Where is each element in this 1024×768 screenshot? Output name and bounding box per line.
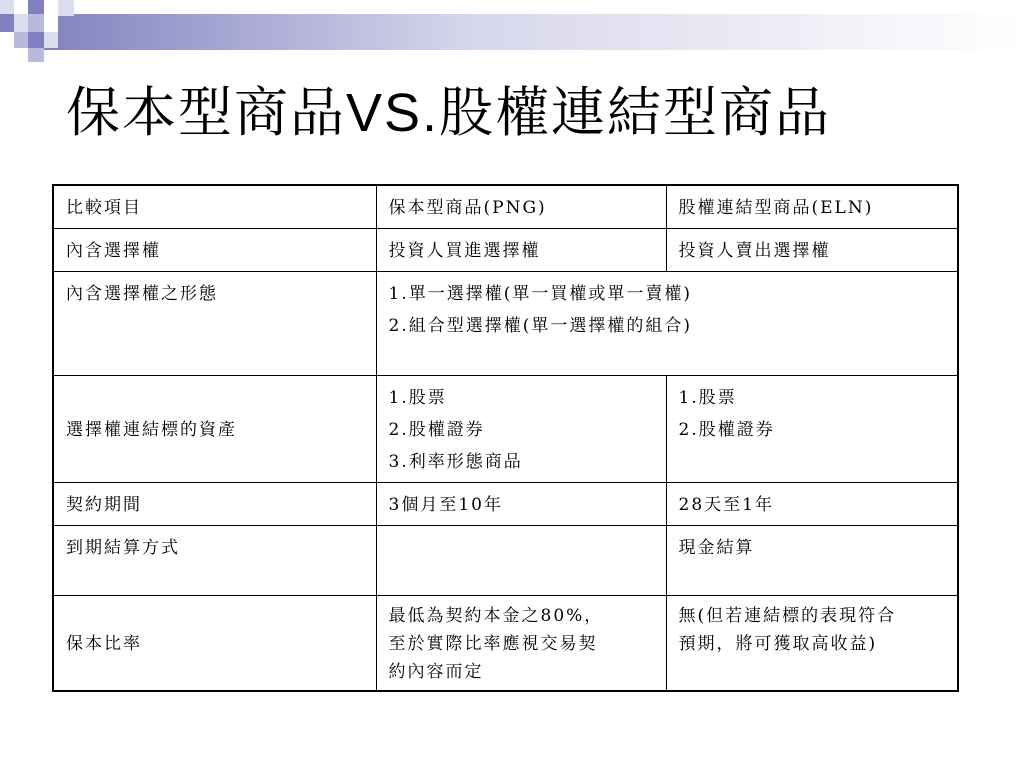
header-cell-eln: 股權連結型商品(ELN)	[666, 185, 958, 229]
deco-square-10	[28, 32, 44, 48]
table-header-row	[53, 185, 958, 229]
cell-png	[376, 596, 666, 692]
deco-square-9	[14, 32, 28, 48]
row-label: 內含選擇權	[53, 229, 376, 272]
table-row	[53, 376, 958, 483]
cell-png	[376, 376, 666, 483]
cell-eln: 現金結算	[666, 526, 958, 596]
row-label: 契約期間	[53, 483, 376, 526]
ratio-png-line-1: 最低為契約本金之80%，	[388, 606, 604, 626]
asset-eln-2: 2.股權證券	[678, 420, 775, 440]
cell-eln: 投資人賣出選擇權	[666, 229, 958, 272]
cell-png	[376, 526, 666, 596]
deco-square-5	[14, 14, 28, 32]
row-label: 內含選擇權之形態	[53, 272, 376, 376]
table-row	[53, 229, 958, 272]
deco-square-2	[14, 0, 28, 14]
option-form-line-1: 1.單一選擇權(單一買權或單一賣權)	[388, 284, 692, 304]
cell-png: 投資人買進選擇權	[376, 229, 666, 272]
asset-png-1: 1.股票	[388, 388, 447, 408]
slide-title	[66, 78, 831, 148]
table-row	[53, 596, 958, 692]
title-part-3: 股權連結型商品	[439, 81, 832, 144]
ratio-png-line-3: 約內容而定	[388, 662, 484, 682]
deco-square-6	[28, 14, 44, 32]
table-row	[53, 272, 958, 376]
asset-png-2: 2.股權證券	[388, 420, 485, 440]
deco-square-12	[28, 48, 44, 62]
deco-square-8	[58, 0, 74, 16]
row-label: 到期結算方式	[53, 526, 376, 596]
deco-square-3	[28, 0, 44, 14]
title-part-2: VS.	[346, 83, 440, 143]
header-gradient-bar	[28, 14, 1024, 50]
ratio-eln-line-1: 無(但若連結標的表現符合	[678, 606, 897, 626]
deco-square-4	[0, 14, 14, 32]
ratio-png-line-2: 至於實際比率應視交易契	[388, 634, 598, 654]
table-row	[53, 483, 958, 526]
deco-square-1	[0, 0, 14, 14]
header-cell-png: 保本型商品(PNG)	[376, 185, 666, 229]
deco-square-11	[44, 32, 58, 48]
option-form-line-2: 2.組合型選擇權(單一選擇權的組合)	[388, 316, 692, 336]
asset-png-3: 3.利率形態商品	[388, 452, 523, 472]
cell-eln	[666, 596, 958, 692]
cell-merged	[376, 272, 958, 376]
asset-eln-1: 1.股票	[678, 388, 737, 408]
cell-eln: 28天至1年	[666, 483, 958, 526]
title-part-1: 保本型商品	[66, 81, 346, 144]
row-label: 選擇權連結標的資產	[53, 376, 376, 483]
header-cell-item: 比較項目	[53, 185, 376, 229]
ratio-eln-line-2: 預期，將可獲取高收益)	[678, 634, 878, 654]
row-label: 保本比率	[53, 596, 376, 692]
cell-eln	[666, 376, 958, 483]
cell-png: 3個月至10年	[376, 483, 666, 526]
table-row	[53, 526, 958, 596]
deco-square-7	[44, 14, 58, 32]
comparison-table	[52, 184, 959, 692]
